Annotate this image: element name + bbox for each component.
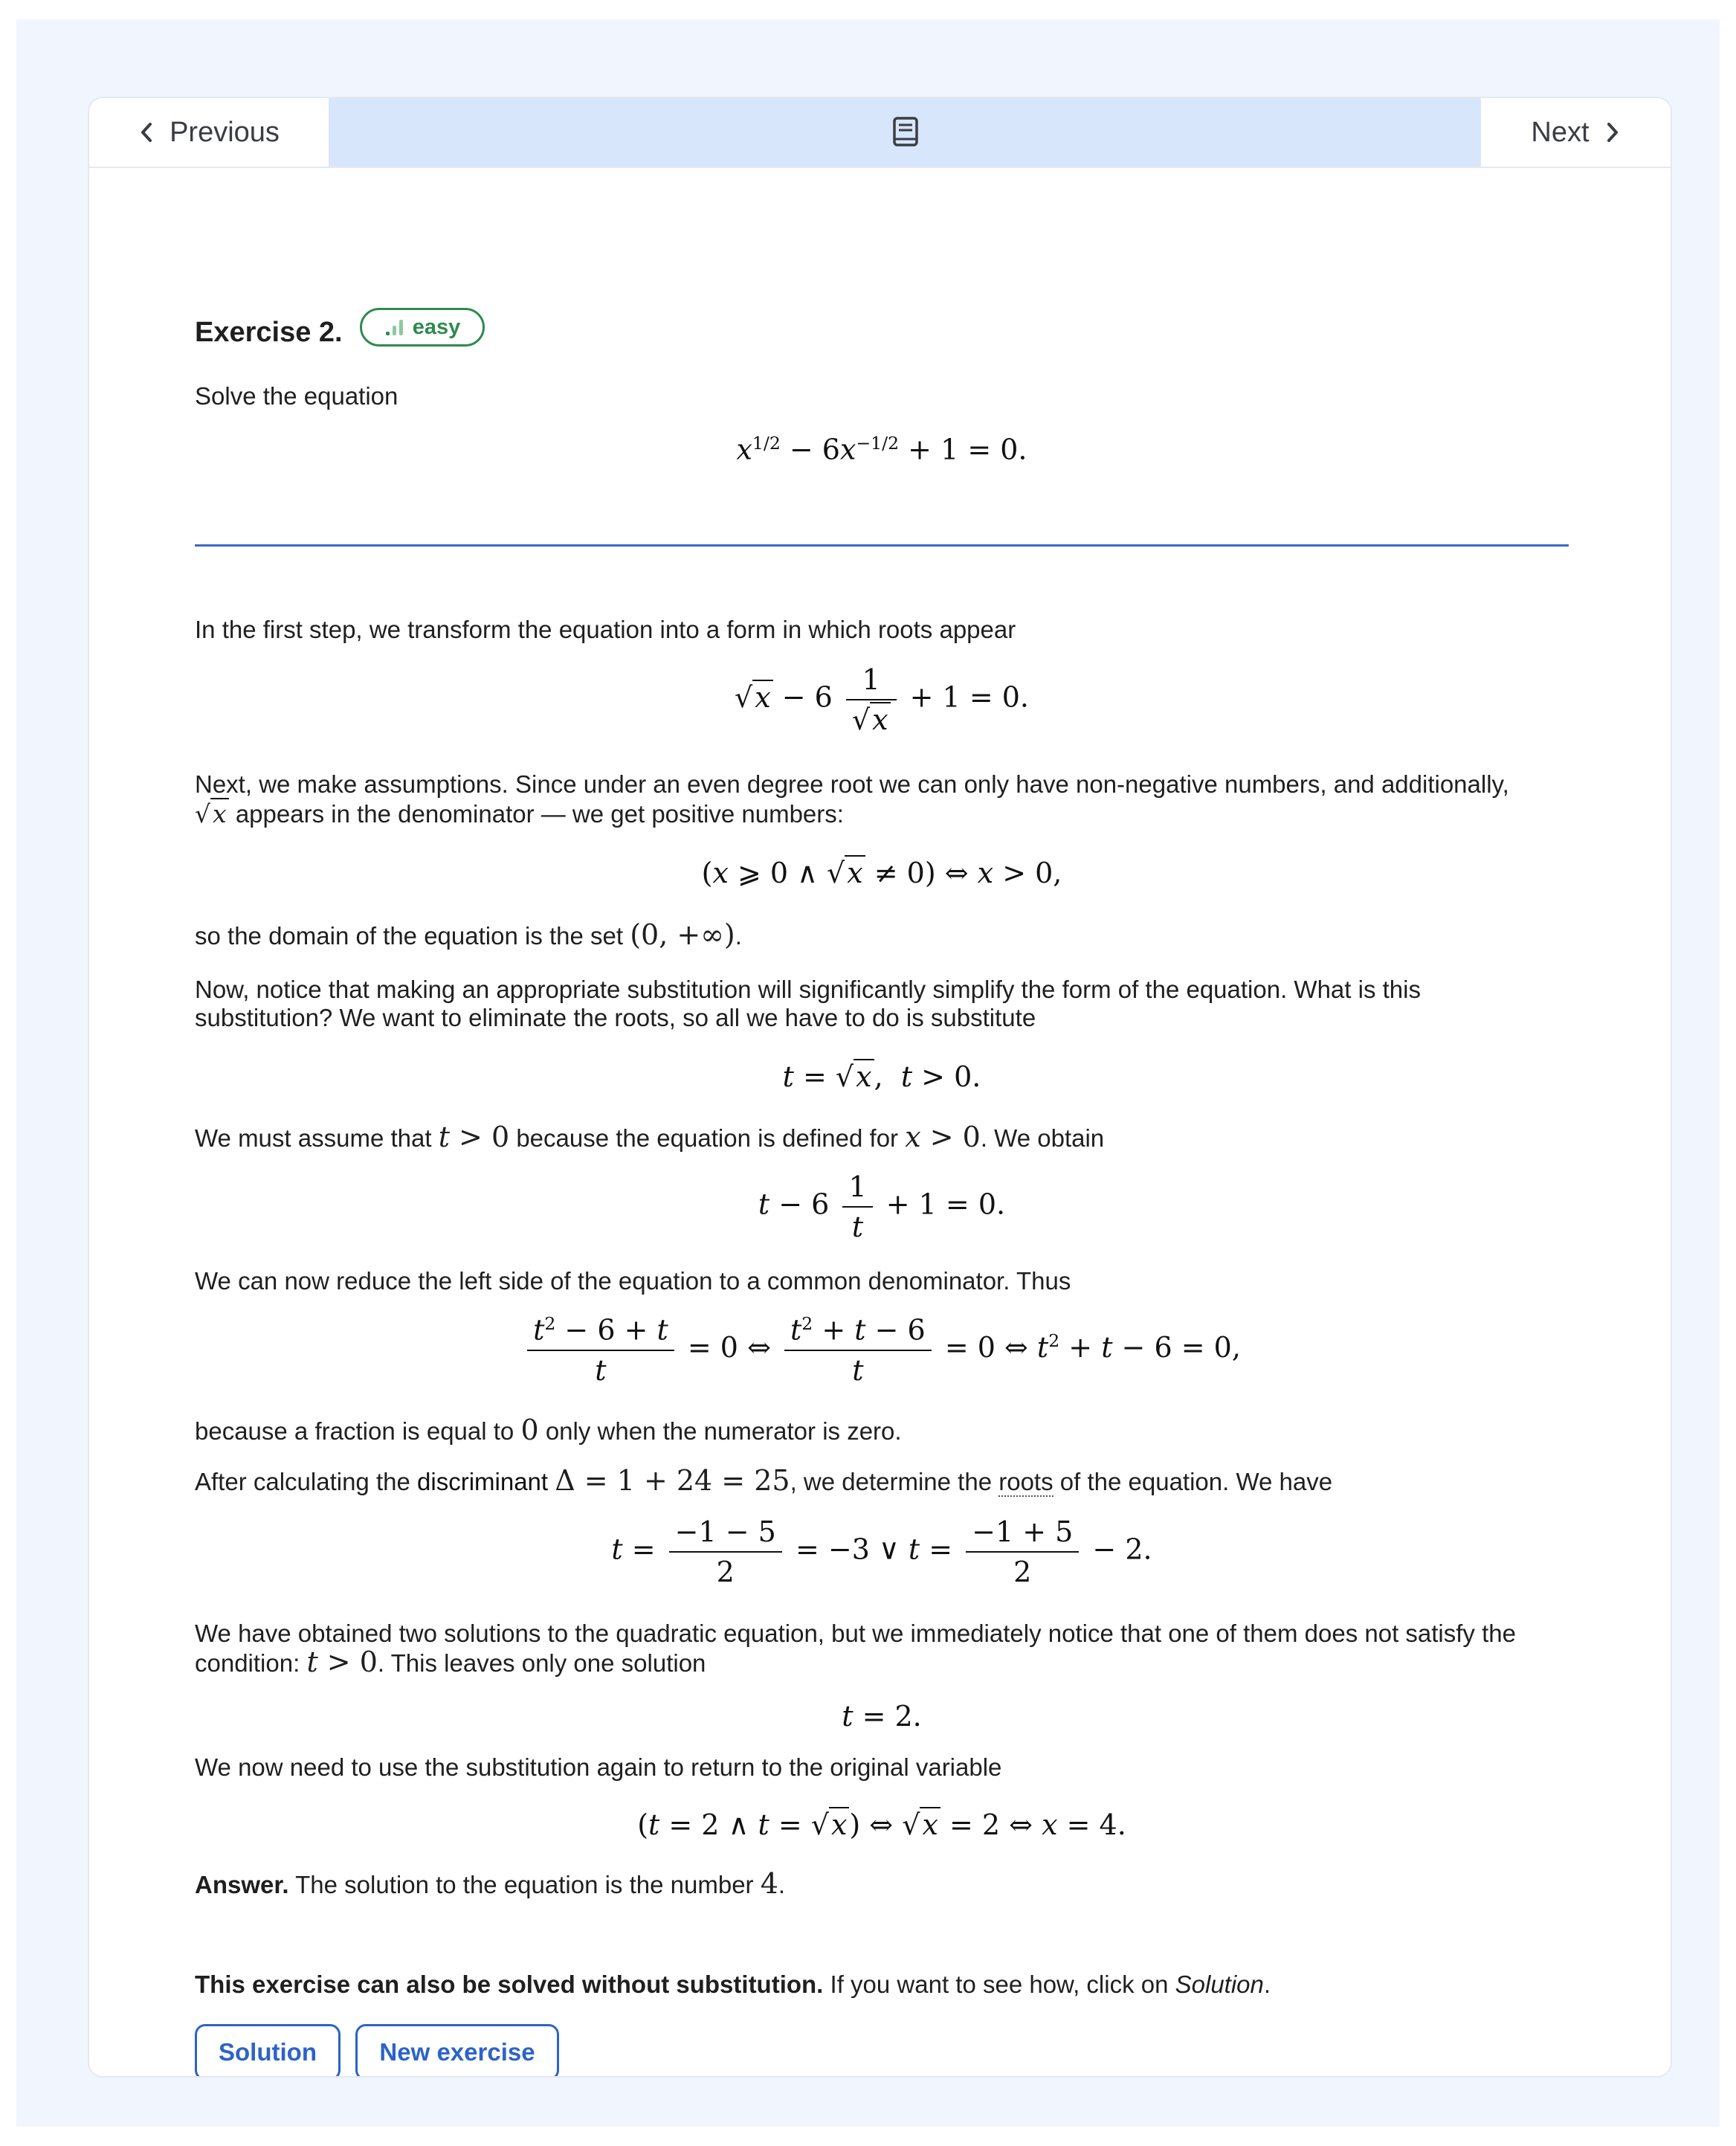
equation-common-denominator: $\frac{t^2 - 6 + t}{t}$ = 0 ⇔ $\frac{t^2 + t - 6}{t}$ = 0 ⇔ $t^2 + t - 6 = 0$, bbox=[195, 1313, 1569, 1387]
answer-line: Answer. The solution to the equation is the number 4. bbox=[195, 1867, 786, 1900]
step-text-3: so the domain of the equation is the set bbox=[195, 922, 624, 950]
exercise-title: Exercise 2. bbox=[195, 317, 343, 348]
step-text-5a: We must assume that bbox=[195, 1124, 432, 1152]
step-text-5c: . We obtain bbox=[980, 1124, 1105, 1152]
divider bbox=[195, 544, 1569, 547]
previous-button[interactable] bbox=[89, 98, 329, 167]
alternative-bold: This exercise can also be solved without substitution. bbox=[195, 1971, 824, 1998]
step-text-2a: Next, we make assumptions. Since under an even degree root we can only have non-negative numbers, and additionally, bbox=[195, 770, 1509, 798]
exercise-card bbox=[88, 97, 1672, 2078]
signal-bars-icon bbox=[384, 318, 405, 337]
roots-link[interactable]: roots bbox=[998, 1468, 1053, 1495]
discriminant-link[interactable]: discriminant bbox=[417, 1468, 549, 1495]
step-text-2b-line: √x appears in the denominator — we get positive numbers: bbox=[195, 799, 844, 828]
step-text-8a: After calculating the bbox=[195, 1468, 410, 1495]
step-text-8b: , we determine the bbox=[790, 1468, 993, 1495]
alternative-solution-ref: Solution bbox=[1175, 1971, 1264, 1998]
main-equation: $x^{1/2} - 6x^{-1/2} + 1 = 0$. bbox=[736, 433, 1027, 466]
previous-label: Previous bbox=[170, 116, 280, 148]
step-text-1: In the first step, we transform the equation into a form in which roots appear bbox=[195, 616, 1016, 643]
answer-value: 4 bbox=[760, 1867, 778, 1900]
step-text-2b: appears in the denominator — we get positive numbers: bbox=[235, 800, 844, 828]
page-background bbox=[16, 19, 1720, 2127]
step-text-10: We now need to use the substitution again to return to the original variable bbox=[195, 1753, 1002, 1781]
chevron-right-icon bbox=[1604, 121, 1621, 144]
step-text-9a: We have obtained two solutions to the quadratic equation, but we immediately notice that one of them does not satisfy the bbox=[195, 1620, 1516, 1647]
next-button[interactable] bbox=[1481, 98, 1671, 167]
step-text-4a: Now, notice that making an appropriate substitution will significantly simplify the form of the equation. What is this bbox=[195, 976, 1421, 1003]
step-text-8-line: After calculating the discriminant Δ = 1 + 24 = 25, we determine the roots of the equation. We have bbox=[195, 1464, 1333, 1497]
alternative-text: If you want to see how, click on bbox=[830, 1971, 1169, 1998]
equation-in-t: t − 6 $\frac{1}{t}$ + 1 = 0. bbox=[758, 1170, 1006, 1243]
answer-text: The solution to the equation is the number bbox=[295, 1871, 754, 1898]
step-text-5b: because the equation is defined for bbox=[516, 1124, 899, 1152]
theory-button[interactable] bbox=[329, 98, 1482, 167]
chevron-left-icon bbox=[138, 121, 155, 144]
solution-button[interactable]: Solution bbox=[195, 2024, 341, 2078]
step-text-3-line: so the domain of the equation is the set (0, +∞). bbox=[195, 918, 742, 951]
step-text-7-line: because a fraction is equal to 0 only when the numerator is zero. bbox=[195, 1414, 902, 1446]
step-text-7a: because a fraction is equal to bbox=[195, 1417, 514, 1445]
new-exercise-button[interactable]: New exercise bbox=[355, 2024, 559, 2078]
exercise-prompt: Solve the equation bbox=[195, 382, 398, 410]
book-icon bbox=[891, 116, 920, 149]
step-text-6: We can now reduce the left side of the equation to a common denominator. Thus bbox=[195, 1267, 1071, 1295]
step-text-9c: . This leaves only one solution bbox=[377, 1649, 706, 1677]
equation-quadratic-roots: t = $\frac{-1 - 5}{2}$ = −3 ∨ t = $\frac{-1 + 5}{2}$ − 2. bbox=[611, 1515, 1152, 1588]
step-text-9b: condition: bbox=[195, 1649, 300, 1677]
equation-roots: √x − 6 $\frac{1}{√x}$ + 1 = 0. bbox=[734, 663, 1029, 736]
step-text-4b: substitution? We want to eliminate the roots, so all we have to do is substitute bbox=[195, 1004, 1036, 1031]
equation-final: (t = 2 ∧ t = √x) ⇔ √x = 2 ⇔ x = 4. bbox=[637, 1808, 1126, 1841]
next-label: Next bbox=[1531, 116, 1590, 148]
equation-assumptions: (x ⩾ 0 ∧ √x ≠ 0) ⇔ x > 0, bbox=[701, 857, 1062, 889]
step-text-5-line: We must assume that t > 0 because the equation is defined for x > 0. We obtain bbox=[195, 1121, 1105, 1153]
equation-t-equals-2: t = 2. bbox=[842, 1700, 922, 1733]
step-text-8c: of the equation. We have bbox=[1059, 1468, 1333, 1495]
difficulty-label: easy bbox=[412, 315, 461, 339]
step-text-9-line: condition: t > 0. This leaves only one solution bbox=[195, 1646, 706, 1678]
answer-label: Answer. bbox=[195, 1871, 289, 1898]
navigation-bar bbox=[89, 98, 1671, 168]
difficulty-badge bbox=[360, 308, 485, 347]
equation-substitution: t = √x, t > 0. bbox=[782, 1060, 981, 1093]
alternative-line: This exercise can also be solved without substitution. If you want to see how, click on Solution. bbox=[195, 1971, 1271, 1998]
step-text-7b: only when the numerator is zero. bbox=[545, 1417, 902, 1445]
